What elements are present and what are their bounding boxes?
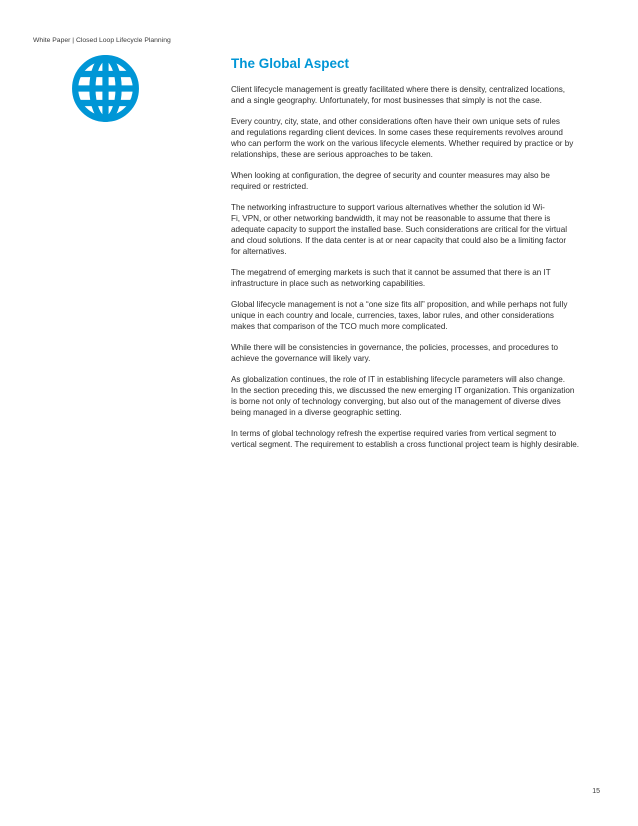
main-content bbox=[231, 56, 603, 460]
section-title: The Global Aspect bbox=[231, 56, 350, 71]
paragraph: The megatrend of emerging markets is such that it cannot be assumed that there is an IT infrastructure in place such as networking capabilities. bbox=[231, 268, 551, 288]
paragraph: Client lifecycle management is greatly facilitated where there is density, centralized locations, and a single geography. Unfortunately, for most businesses that simply is not the case. bbox=[231, 85, 566, 105]
paragraph: While there will be consistencies in governance, the policies, processes, and procedures to achieve the governance will likely vary. bbox=[231, 343, 558, 363]
page-number: 15 bbox=[592, 788, 600, 795]
paragraph: Global lifecycle management is not a “one size fits all” proposition, and while perhaps not fully unique in each country and locale, currencies, taxes, labor rules, and other considerations makes that comparison of the TCO much more complicated. bbox=[231, 300, 568, 331]
paragraph: Every country, city, state, and other considerations often have their own unique sets of rules and regulations regarding client devices. In some cases these requirements revolves around who can perform the work on the various lifecycle elements. Whether required by practice or by relationships, these are serious approaches to be taken. bbox=[231, 117, 574, 159]
globe-icon bbox=[71, 54, 140, 123]
paragraph: The networking infrastructure to support various alternatives whether the solution id Wi- Fi, VPN, or other networking bandwidth, it may not be reasonable to assume that there is adequate capacity to support the installed base. Such considerations are critical for the virtual and cloud solutions. If the data center is at or near capacity that could also be a limiting factor for alternatives. bbox=[231, 203, 568, 256]
paragraph: When looking at configuration, the degree of security and counter measures may also be required or restricted. bbox=[231, 171, 550, 191]
paragraph: As globalization continues, the role of IT in establishing lifecycle parameters will also change. In the section preceding this, we discussed the new emerging IT organization. This organization is borne not only of technology converging, but also out of the management of diverse dives being managed in a diverse geographic setting. bbox=[231, 375, 575, 417]
paragraph: In terms of global technology refresh the expertise required varies from vertical segment to vertical segment. The requirement to establish a cross functional project team is highly desirable. bbox=[231, 429, 580, 449]
running-header: White Paper | Closed Loop Lifecycle Planning bbox=[33, 37, 171, 44]
